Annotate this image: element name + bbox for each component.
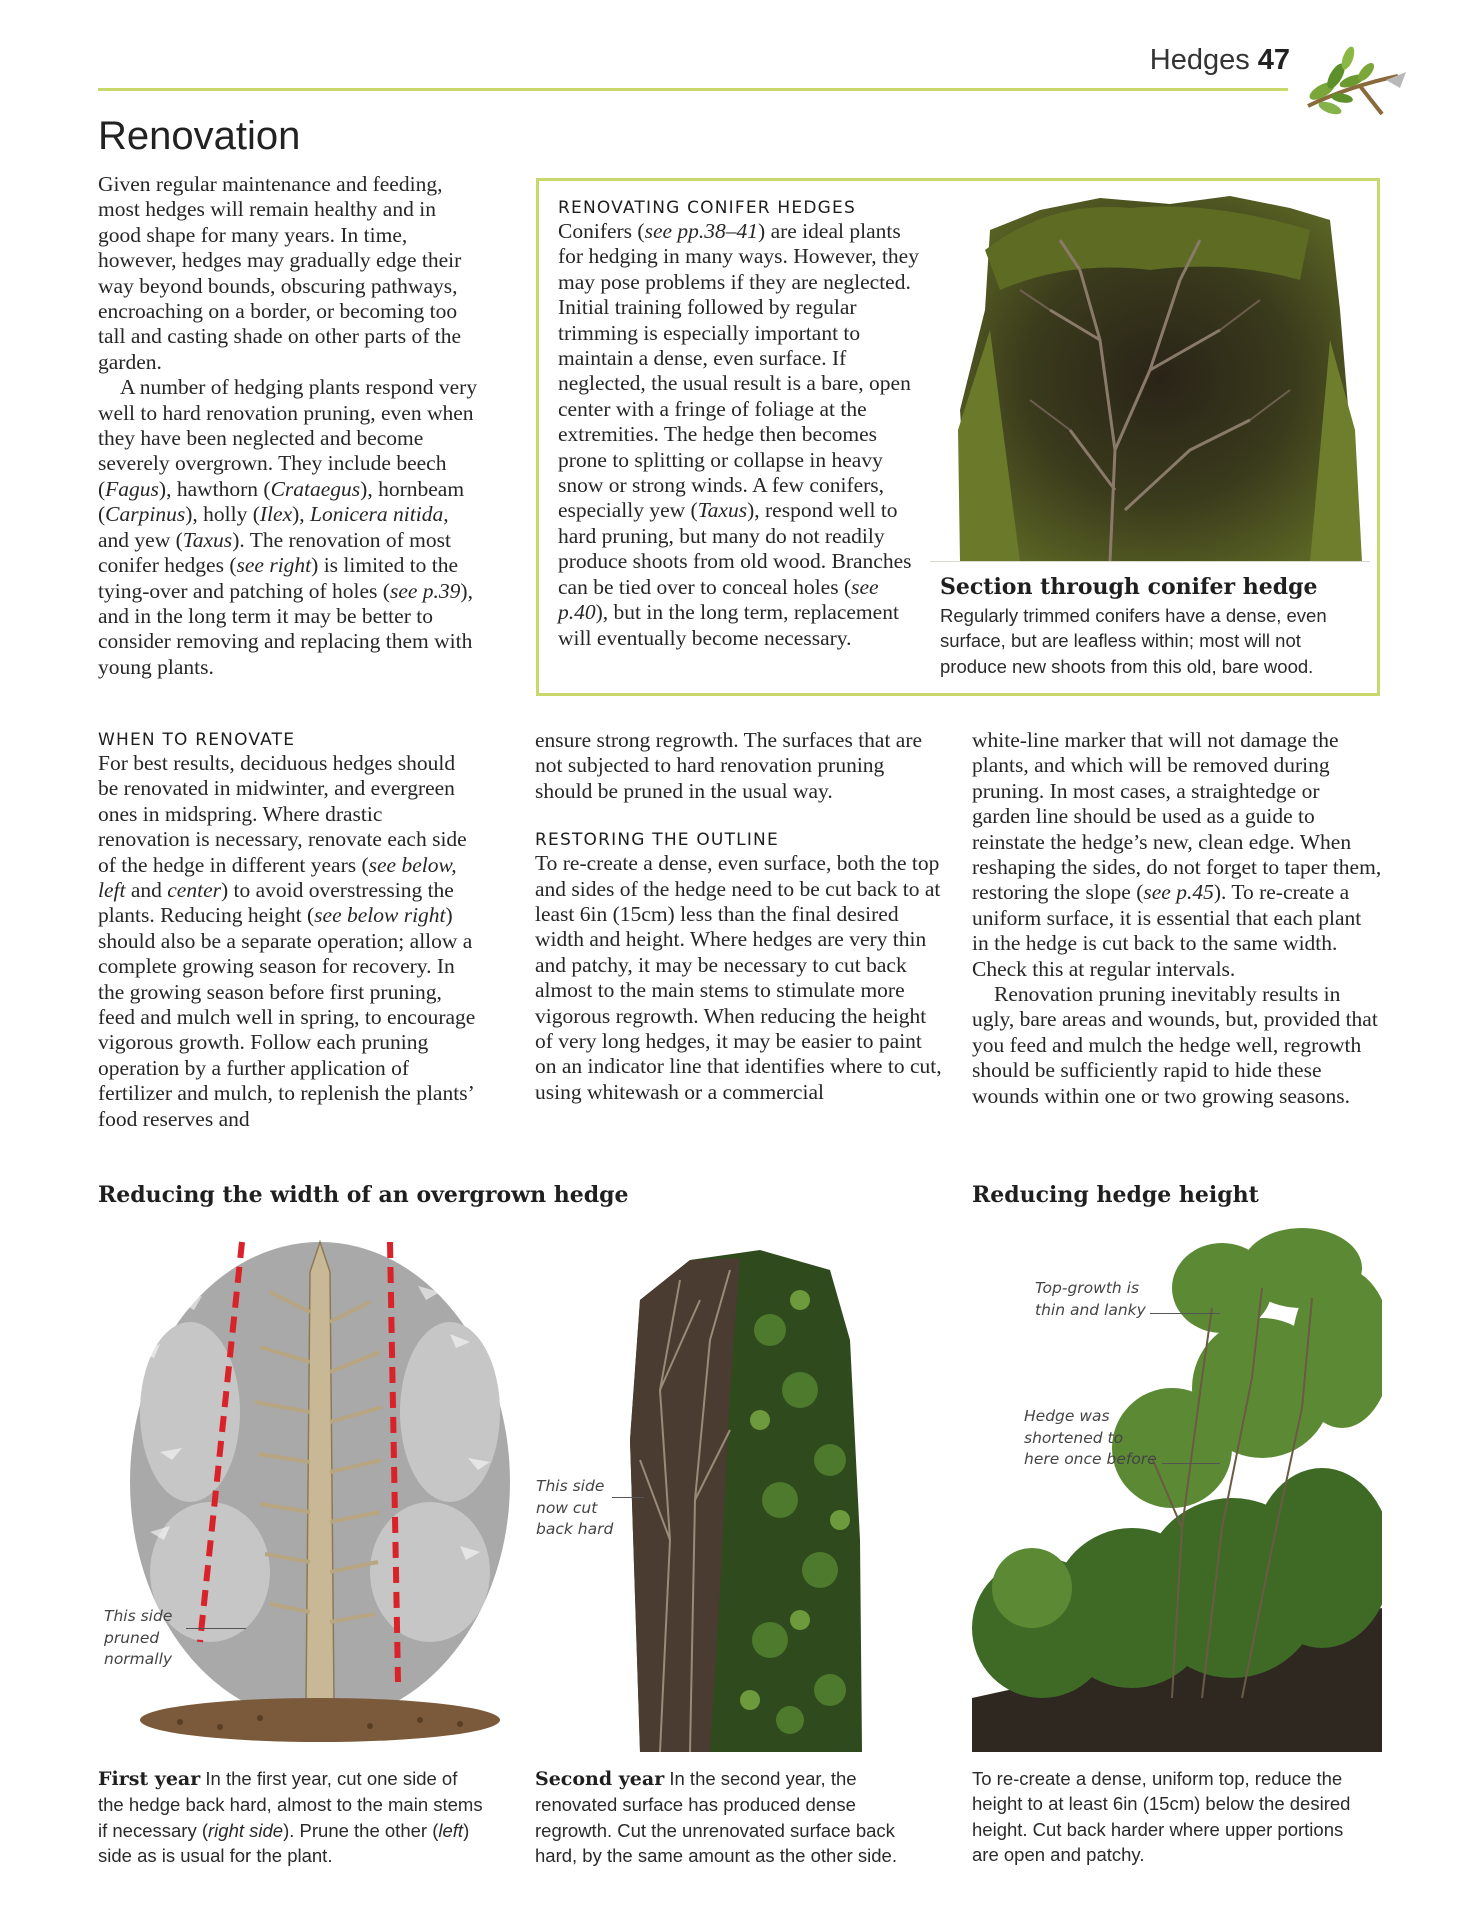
second-year-photo (600, 1240, 880, 1752)
when-body: For best results, deciduous hedges should be renovated in midwinter, and evergreen ones in midspring. Where drastic renovation is necessary, renovate each side of the hedge in different years (see below, left and center) to avoid overstressing the plants. Reducing height (see below right) should also be a separate operation; allow a complete growing season for recovery. In the growing season before first pruning, feed and mulch well in spring, to encourage vigorous growth. Follow each pruning operation by a further application of fertilizer and mulch, to replenish the plants’ food reserves and (98, 751, 476, 1131)
restoring-body: To re-create a dense, even surface, both the top and sides of the hedge need to be cut back to at least 6in (15cm) less than the final desired width and height. Where hedges are very thin and patchy, it may be necessary to cut back almost to the main stems to stimulate more vigorous regrowth. When reducing the height of very long hedges, it may be easier to paint on an indicator line that identifies where to cut, using whitewash or a commercial (535, 851, 942, 1104)
header-rule (98, 88, 1288, 91)
first-year-illustration (120, 1232, 520, 1752)
conifer-box-heading: RENOVATING CONIFER HEDGES (558, 198, 856, 218)
section-name: Hedges (1149, 44, 1250, 76)
label-cut-back-hard-leader (612, 1497, 644, 1498)
intro-text (98, 172, 478, 680)
col2-section (535, 728, 945, 1105)
label-shortened-before: Hedge was shortened to here once before (1024, 1407, 1157, 1468)
label-top-growth-leader (1150, 1313, 1220, 1314)
hedge-height-caption: To re-create a dense, uniform top, reduce the height to at least 6in (15cm) below the desired height. Cut back harder where upper portions are open and patchy. (972, 1768, 1351, 1866)
label-pruned-normally: This side pruned normally (104, 1607, 173, 1668)
first-year-caption: First year In the first year, cut one side of the hedge back hard, almost to the main stems if necessary (right side). Prune the other (left) side as is usual for the plant. (98, 1768, 483, 1867)
second-year-caption: Second year In the second year, the renovated surface has produced dense regrowth. Cut the unrenovated surface back hard, by the same amount as the other side. (535, 1768, 897, 1867)
height-figure-title: Reducing hedge height (972, 1182, 1259, 1208)
label-pruned-normally-leader (186, 1628, 246, 1629)
page-title: Renovation (98, 114, 301, 158)
conifer-hedge-image (930, 190, 1370, 562)
col2-continuation: ensure strong regrowth. The surfaces that are not subjected to hard renovation pruning should be pruned in the usual way. (535, 728, 923, 803)
conifer-figure-caption: Regularly trimmed conifers have a dense, even surface, but are leafless within; most will not produce new shoots from this old, bare wood. (940, 605, 1327, 677)
conifer-box-text (558, 198, 928, 651)
when-heading: WHEN TO RENOVATE (98, 730, 296, 750)
page-number: 47 (1257, 44, 1290, 76)
when-section (98, 730, 478, 1132)
col3-paragraph-1: white-line marker that will not damage the plants, and which will be removed during pruning. In most cases, a straightedge or garden line should be used as a guide to reinstate the hedge’s new, clean edge. When reshaping the sides, do not forget to taper them, restoring the slope (see p.45). To re-create a uniform surface, it is essential that each plant in the hedge is cut back to the same width. Check this at regular intervals. (972, 728, 1382, 981)
intro-paragraph-1: Given regular maintenance and feeding, most hedges will remain healthy and in good shape for many years. In time, however, hedges may gradually edge their way beyond bounds, obscuring pathways, encroaching on a border, or becoming too tall and casting shade on other parts of the garden. (98, 172, 462, 374)
label-top-growth: Top-growth is thin and lanky (1035, 1279, 1146, 1319)
intro-paragraph-2: A number of hedging plants respond very well to hard renovation pruning, even when they have been neglected and become severely overgrown. They include beech (Fagus), hawthorn (Crataegus), hornbeam (Carpinus), holly (Ilex), Lonicera nitida, and yew (Taxus). The renovation of most conifer hedges (see right) is limited to the tying-over and patching of holes (see p.39), and in the long term it may be better to consider removing and replacing them with young plants. (98, 375, 478, 679)
conifer-figure-title: Section through conifer hedge (940, 574, 1318, 600)
col3-section (972, 728, 1382, 1109)
width-figure-title: Reducing the width of an overgrown hedge (98, 1182, 629, 1208)
running-header (1000, 44, 1290, 84)
col3-paragraph-2: Renovation pruning inevitably results in ugly, bare areas and wounds, but, provided that you feed and mulch the hedge well, regrowth should be sufficiently rapid to hide these wounds within one or two growing seasons. (972, 982, 1378, 1108)
hedge-height-photo (972, 1228, 1382, 1752)
conifer-box-body: Conifers (see pp.38–41) are ideal plants for hedging in many ways. However, they may pose problems if they are neglected. Initial training followed by regular trimming is especially important to maintain a dense, even surface. If neglected, the usual result is a bare, open center with a fringe of foliage at the extremities. The hedge then becomes prone to splitting or collapse in heavy snow or strong winds. A few conifers, especially yew (Taxus), respond well to hard pruning, but many do not readily produce shoots from old wood. Branches can be tied over to conceal holes (see p.40), but in the long term, replacement will eventually become necessary. (558, 219, 919, 650)
leaf-sprig-icon (1300, 36, 1410, 126)
restoring-heading: RESTORING THE OUTLINE (535, 830, 779, 851)
label-shortened-before-leader (1162, 1463, 1220, 1464)
label-cut-back-hard: This side now cut back hard (536, 1477, 614, 1538)
